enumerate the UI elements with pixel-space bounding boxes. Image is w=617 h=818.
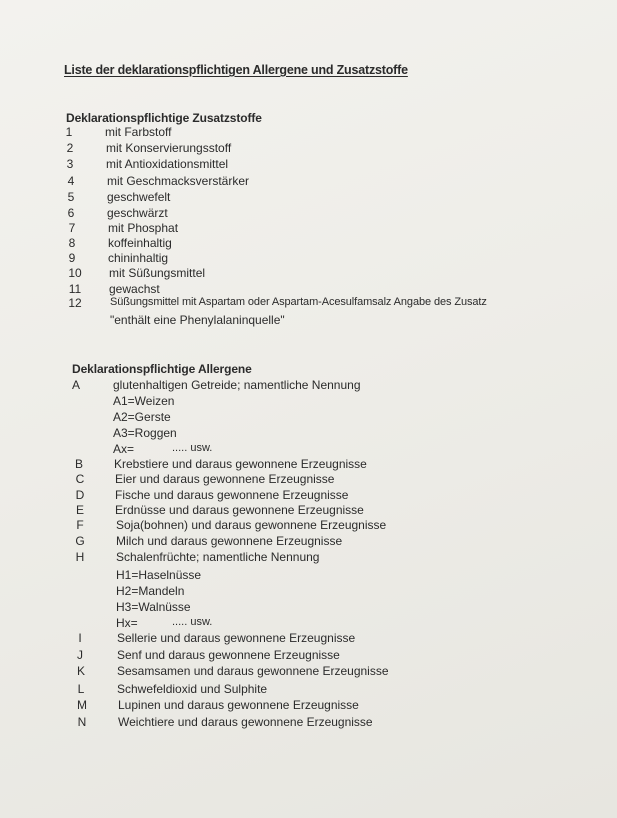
allergen-letter: E: [75, 503, 84, 517]
allergen-subitem-etc: ..... usw.: [172, 442, 213, 454]
additive-number: 8: [68, 236, 76, 250]
allergen-text: Schwefeldioxid und Sulphite: [117, 682, 268, 696]
allergen-subitem: A1=Weizen: [113, 394, 175, 408]
additive-text: mit Phosphat: [108, 221, 179, 235]
allergen-letter: K: [76, 664, 85, 678]
allergen-letter: A: [71, 378, 80, 392]
additive-number: 5: [67, 190, 75, 204]
additive-text: geschwefelt: [107, 190, 171, 204]
allergen-subitem: H3=Walnüsse: [116, 600, 191, 614]
additive-number: 3: [66, 157, 74, 171]
additive-text: mit Antioxidationsmittel: [106, 157, 229, 171]
additive-number: 6: [67, 206, 75, 220]
additive-number: 12: [68, 296, 82, 310]
additive-number: 9: [68, 251, 76, 265]
allergen-subitem-label: Ax=: [113, 442, 135, 456]
additive-text: koffeinhaltig: [108, 236, 172, 250]
page-title: Liste der deklarationspflichtigen Allergene und Zusatzstoffe: [64, 63, 408, 77]
allergen-letter: B: [74, 457, 83, 471]
additive-number: 1: [65, 125, 73, 139]
allergen-text: Weichtiere und daraus gewonnene Erzeugnisse: [118, 715, 373, 729]
allergen-letter: C: [75, 472, 85, 486]
additive-text: mit Geschmacksverstärker: [107, 174, 250, 188]
additive-text: mit Farbstoff: [105, 125, 172, 139]
additive-text: gewachst: [109, 282, 160, 296]
additive-number: 2: [66, 141, 74, 155]
additive-number: 4: [67, 174, 75, 188]
additive-text: mit Konservierungsstoff: [106, 141, 232, 155]
allergen-text: Lupinen und daraus gewonnene Erzeugnisse: [118, 698, 359, 712]
allergens-heading: Deklarationspflichtige Allergene: [72, 362, 252, 376]
additive-number: 10: [68, 266, 82, 280]
allergen-letter: F: [76, 518, 84, 532]
allergen-subitem: A3=Roggen: [113, 426, 177, 440]
allergen-letter: N: [77, 715, 87, 729]
allergen-subitem-label: Hx=: [116, 616, 138, 630]
allergen-letter: G: [75, 534, 85, 548]
additives-heading: Deklarationspflichtige Zusatzstoffe: [66, 111, 262, 125]
allergen-letter: L: [77, 682, 85, 696]
additive-number: 7: [68, 221, 76, 235]
additive-text-continuation: "enthält eine Phenylalaninquelle": [110, 313, 285, 327]
allergen-text: Milch und daraus gewonnene Erzeugnisse: [116, 534, 343, 548]
allergen-letter: I: [78, 631, 82, 645]
additive-text: mit Süßungsmittel: [109, 266, 206, 280]
allergen-text: Krebstiere und daraus gewonnene Erzeugnisse: [114, 457, 367, 471]
additive-text: chininhaltig: [108, 251, 169, 265]
allergen-text: Sesamsamen und daraus gewonnene Erzeugnisse: [117, 664, 389, 678]
additive-text: geschwärzt: [107, 206, 168, 220]
allergen-text: Sellerie und daraus gewonnene Erzeugnisse: [117, 631, 356, 645]
allergen-subitem: H2=Mandeln: [116, 584, 185, 598]
additive-text: Süßungsmittel mit Aspartam oder Aspartam-Acesulfamsalz Angabe des Zusatz: [110, 296, 487, 308]
allergen-subitem-etc: ..... usw.: [172, 616, 213, 628]
allergen-letter: M: [77, 698, 87, 712]
allergen-letter: D: [75, 488, 85, 502]
allergen-letter: J: [77, 648, 83, 662]
allergen-text: glutenhaltigen Getreide; namentliche Nennung: [113, 378, 361, 392]
allergen-text: Fische und daraus gewonnene Erzeugnisse: [115, 488, 349, 502]
allergen-text: Senf und daraus gewonnene Erzeugnisse: [117, 648, 340, 662]
allergen-text: Soja(bohnen) und daraus gewonnene Erzeugnisse: [116, 518, 387, 532]
allergen-text: Schalenfrüchte; namentliche Nennung: [116, 550, 320, 564]
allergen-subitem: H1=Haselnüsse: [116, 568, 202, 582]
allergen-text: Erdnüsse und daraus gewonnene Erzeugnisse: [115, 503, 364, 517]
allergen-text: Eier und daraus gewonnene Erzeugnisse: [115, 472, 335, 486]
allergen-letter: H: [75, 550, 85, 564]
additive-number: 11: [68, 282, 82, 296]
allergen-subitem: A2=Gerste: [113, 410, 171, 424]
